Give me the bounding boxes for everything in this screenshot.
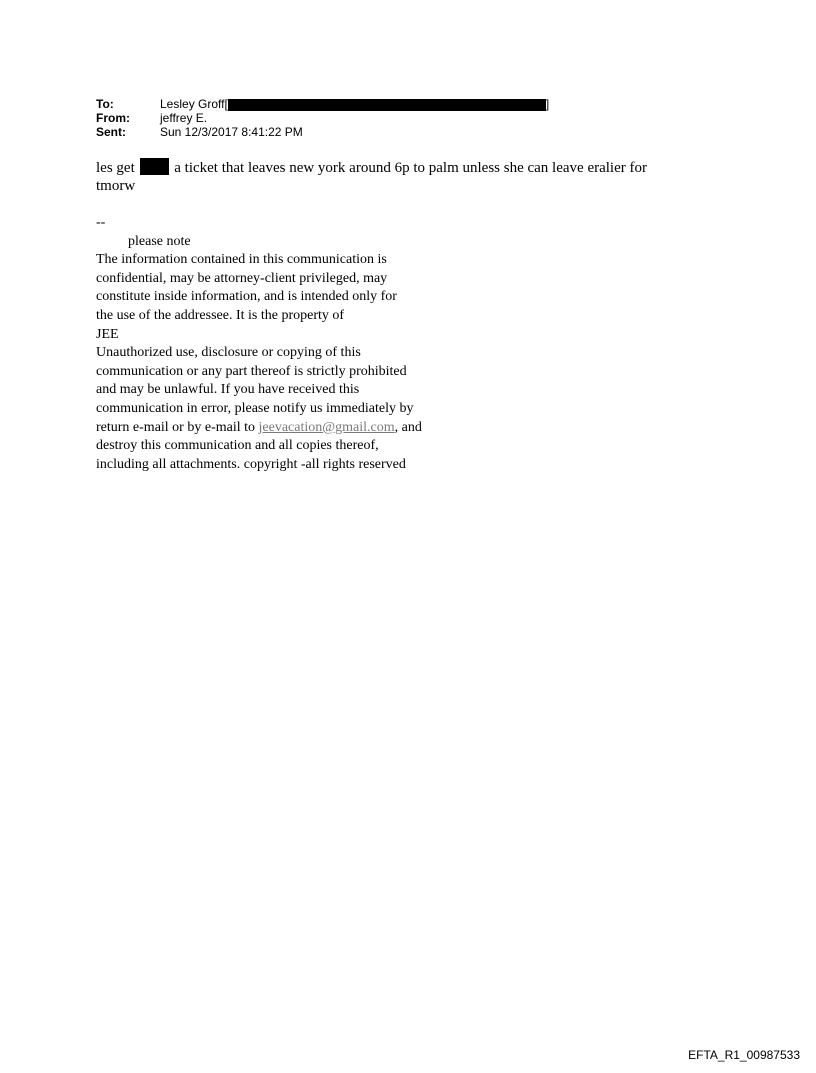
to-close-bracket: ] [545,97,550,111]
redaction-box [228,99,546,111]
sent-label: Sent: [96,125,126,139]
redaction-box [140,158,169,175]
sent-value: Sun 12/3/2017 8:41:22 PM [160,125,303,139]
to-label: To: [96,97,114,111]
disclaimer-line: Unauthorized use, disclosure or copying of this [96,345,361,361]
disclaimer-line: and may be unlawful. If you have received this [96,382,360,398]
to-row [96,97,549,111]
signature-separator: -- [96,215,106,230]
email-header [96,97,549,139]
disclaimer-line: constitute inside information, and is intended only for [96,289,397,305]
disclaimer-line: JEE [96,326,119,342]
message-text-after: a ticket that leaves new york around 6p to palm unless she can leave eralier for [174,160,647,176]
disclaimer-line: communication or any part thereof is strictly prohibited [96,363,407,379]
disclaimer-line: communication in error, please notify us immediately by [96,400,414,416]
message-body [96,158,696,195]
message-line [96,158,696,177]
disclaimer-line [96,419,516,438]
from-value: jeffrey E. [160,111,208,125]
signature-block [96,214,516,474]
please-note: please note [128,233,191,249]
disclaimer-line: destroy this communication and all copies thereof, [96,438,379,454]
disclaimer-line: including all attachments. copyright -all rights reserved [96,456,406,472]
document-id: EFTA_R1_00987533 [688,1048,800,1062]
disclaimer-line: The information contained in this communication is [96,252,387,268]
return-text: return e-mail or by e-mail to [96,419,259,435]
to-value [160,97,549,111]
sent-row [96,125,549,139]
disclaimer-line: the use of the addressee. It is the property of [96,307,345,323]
return-text-after: , and [394,419,422,435]
disclaimer-line: confidential, may be attorney-client privileged, may [96,270,388,286]
to-open-bracket: [ [224,97,228,111]
message-text-before: les get [96,160,135,176]
from-label: From: [96,111,130,125]
email-link[interactable]: jeevacation@gmail.com [258,419,395,435]
to-name: Lesley Groff [160,97,225,111]
from-row [96,111,549,125]
message-line: tmorw [96,178,136,194]
